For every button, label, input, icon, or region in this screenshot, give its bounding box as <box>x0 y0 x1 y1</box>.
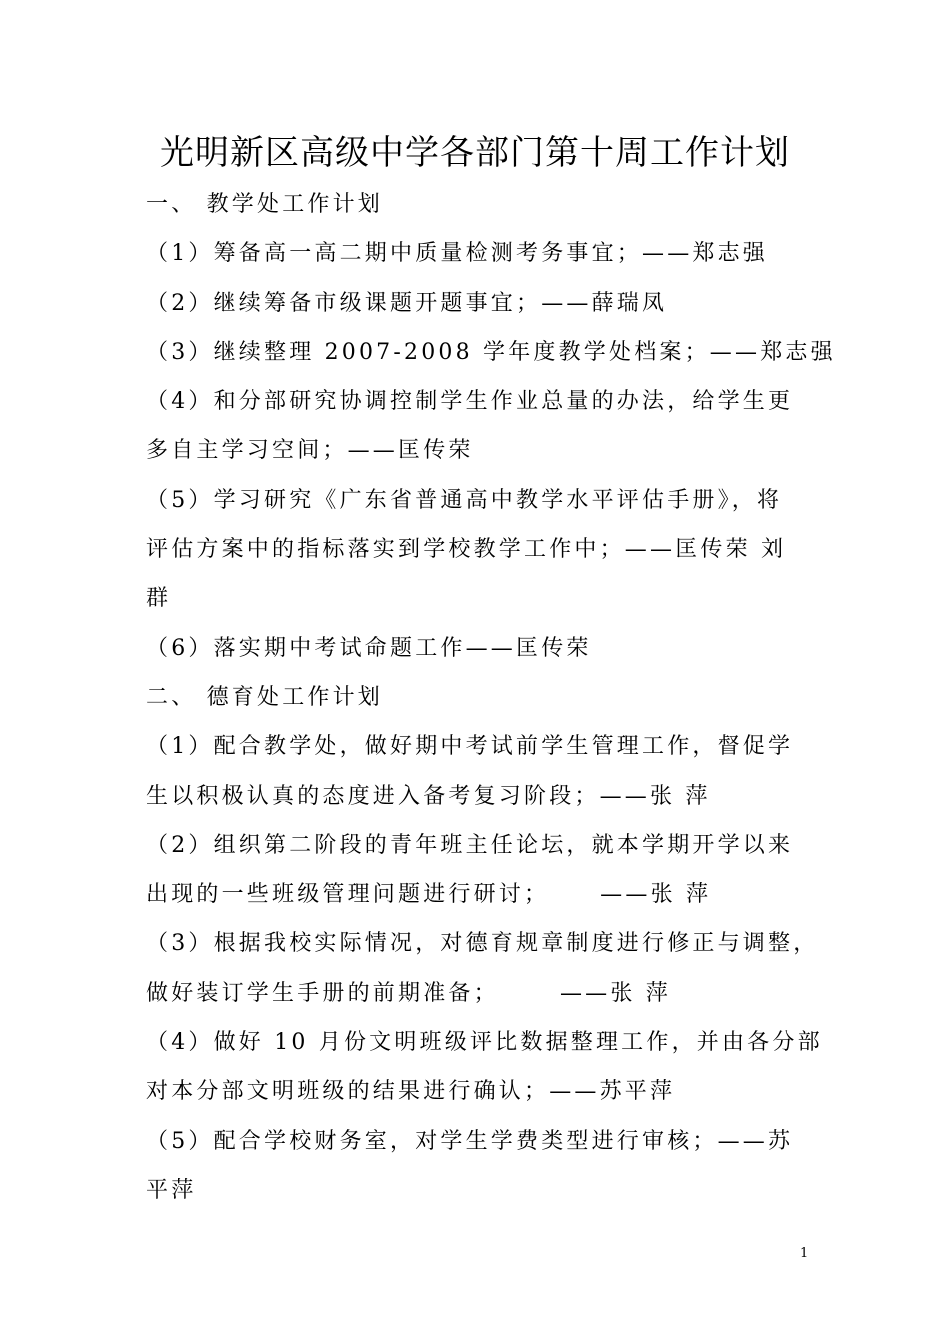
text-line: 做好装订学生手册的前期准备； ——张 萍 <box>146 980 671 1006</box>
text-line: 多自主学习空间；——匡传荣 <box>146 438 474 464</box>
text-line: （2）组织第二阶段的青年班主任论坛，就本学期开学以来 <box>146 832 794 858</box>
text-line: （3）根据我校实际情况，对德育规章制度进行修正与调整， <box>146 931 819 957</box>
text-line: （5）学习研究《广东省普通高中教学水平评估手册》，将 <box>146 487 783 513</box>
text-line: （4）和分部研究协调控制学生作业总量的办法，给学生更 <box>146 389 794 415</box>
text-line: 评估方案中的指标落实到学校教学工作中；——匡传荣 刘 <box>146 537 787 563</box>
section-heading-teaching: 一、 教学处工作计划 <box>146 192 383 217</box>
document-body <box>146 180 836 1215</box>
text-line: 群 <box>146 586 172 612</box>
text-line: 对本分部文明班级的结果进行确认；——苏平萍 <box>146 1079 676 1105</box>
text-line: （4）做好 10 月份文明班级评比数据整理工作，并由各分部 <box>146 1030 823 1056</box>
text-line: 平萍 <box>146 1177 197 1203</box>
document-title: 光明新区高级中学各部门第十周工作计划 <box>160 133 790 173</box>
text-line: （3）继续整理 2007-2008 学年度教学处档案；——郑志强 <box>146 339 836 365</box>
text-line: （1）配合教学处，做好期中考试前学生管理工作，督促学 <box>146 734 794 760</box>
text-line: （6）落实期中考试命题工作——匡传荣 <box>146 635 592 661</box>
text-line: 生以积极认真的态度进入备考复习阶段；——张 萍 <box>146 783 711 809</box>
page-number: 1 <box>800 1246 809 1261</box>
text-line: （1）筹备高一高二期中质量检测考务事宜；——郑志强 <box>146 241 768 267</box>
text-line: 出现的一些班级管理问题进行研讨； ——张 萍 <box>146 882 712 908</box>
text-line: （5）配合学校财务室，对学生学费类型进行审核；——苏 <box>146 1128 794 1154</box>
section-heading-moral: 二、 德育处工作计划 <box>146 684 383 710</box>
text-line: （2）继续筹备市级课题开题事宜；——薛瑞凤 <box>146 290 668 316</box>
